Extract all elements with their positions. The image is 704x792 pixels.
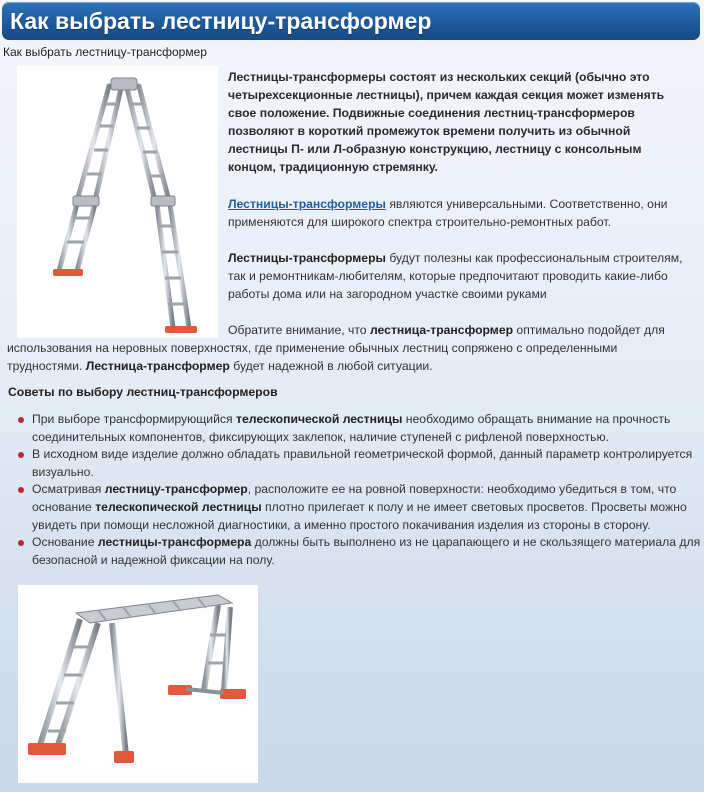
bullet-icon bbox=[18, 540, 24, 546]
bullet-icon bbox=[18, 452, 24, 458]
paragraph-useful: Лестницы-трансформеры будут полезны как профессиональным строителям, так и ремонтникам-любителям, которые предпочитают проводить какие-либо работы дома или на загородном участке своими руками bbox=[228, 251, 683, 301]
list-item: Основание лестницы-трансформера должны быть выполнено из не царапающего и не скользящего материала для безопасной и надежной фиксации на полу. bbox=[17, 534, 701, 569]
ladder-image-bottom bbox=[18, 585, 258, 783]
paragraph-attention: Обратите внимание, что лестница-трансформер оптимально подойдет для использования на неровных поверхностях, где применение обычных лестниц сопряжено с определенными трудностями. Лестница-трансформер будет надежной в любой ситуации. bbox=[7, 323, 665, 373]
paragraph-universal: Лестницы-трансформеры являются универсальными. Соответственно, они применяются для широкого спектра строительно-ремонтных работ. bbox=[228, 197, 668, 229]
bullet-icon bbox=[18, 487, 24, 493]
ladder-image-top bbox=[17, 66, 218, 338]
list-item: В исходном виде изделие должно обладать правильной геометрической формой, данный параметр контролируется визуально. bbox=[17, 446, 701, 481]
ladders-link[interactable]: Лестницы-трансформеры bbox=[228, 197, 386, 211]
ladder-a-shape-illustration bbox=[17, 66, 218, 338]
page-title: Как выбрать лестницу-трансформер bbox=[10, 8, 432, 34]
tips-list bbox=[17, 411, 701, 569]
list-item: При выборе трансформирующийся телескопической лестницы необходимо обращать внимание на прочность соединительных компонентов, фиксирующих заклепок, наличие ступеней с рифленой поверхностью. bbox=[17, 411, 701, 446]
tips-heading: Советы по выбору лестниц-трансформеров bbox=[8, 385, 278, 399]
bullet-icon bbox=[18, 417, 24, 423]
breadcrumb: Как выбрать лестницу-трансформер bbox=[3, 45, 207, 59]
page-header bbox=[2, 2, 700, 40]
intro-paragraph: Лестницы-трансформеры состоят из нескольких секций (обычно это четырехсекционные лестницы), причем каждая секция может изменять свое положение. Подвижные соединения лестниц-трансформеров позволяют в короткий промежуток времени получить из обычной лестницы П- или Л-образную конструкцию, лестницу с консольным концом, традиционную стремянку. bbox=[228, 70, 665, 174]
ladder-platform-illustration bbox=[18, 585, 258, 783]
list-item: Осматривая лестницу-трансформер, расположите ее на ровной поверхности: необходимо убедиться в том, что основание телескопической лестницы плотно прилегает к полу и не имеет световых просветов. Просветы можно увидеть при помощи несложной диагностики, а именно простого покачивания изделия из стороны в сторону. bbox=[17, 481, 701, 534]
